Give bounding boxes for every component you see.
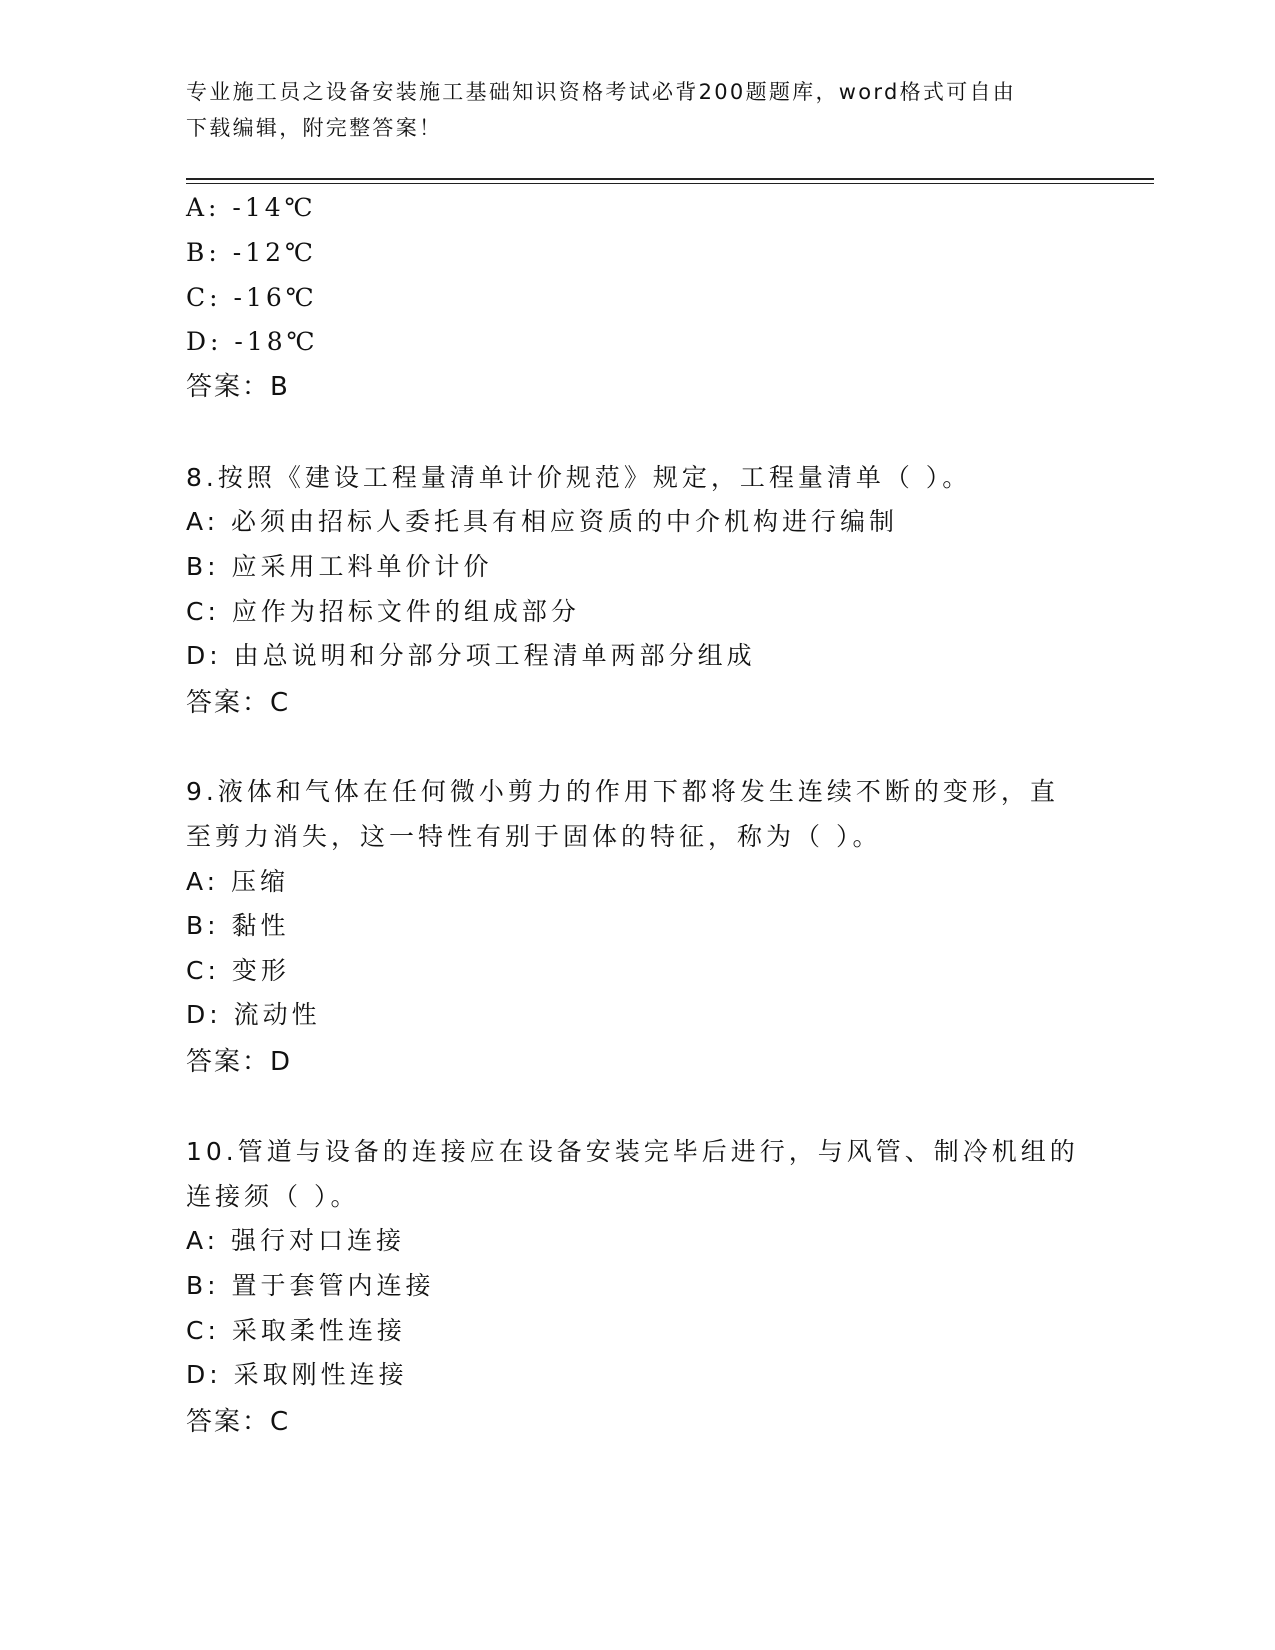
q9-stem-line-1: 9.液体和气体在任何微小剪力的作用下都将发生连续不断的变形，直 [186, 777, 1059, 806]
q9-option-d: D: 流动性 [186, 1000, 321, 1029]
q7-option-c: C: -16℃ [186, 283, 318, 312]
q9-option-c: C: 变形 [186, 956, 290, 985]
q8-option-d: D: 由总说明和分部分项工程清单两部分组成 [186, 641, 756, 670]
q10-option-d: D: 采取刚性连接 [186, 1360, 408, 1389]
q9-option-b: B: 黏性 [186, 911, 290, 940]
q10-answer: 答案：C [186, 1407, 291, 1437]
q7-option-d: D: -18℃ [186, 327, 319, 356]
q9-answer: 答案：D [186, 1047, 293, 1077]
q8-stem: 8.按照《建设工程量清单计价规范》规定，工程量清单（ ）。 [186, 463, 972, 492]
q8-option-c: C: 应作为招标文件的组成部分 [186, 597, 580, 626]
q10-option-c: C: 采取柔性连接 [186, 1316, 406, 1345]
q10-stem-line-1: 10.管道与设备的连接应在设备安装完毕后进行，与风管、制冷机组的 [186, 1137, 1079, 1166]
q10-option-b: B: 置于套管内连接 [186, 1271, 435, 1300]
q7-option-b: B: -12℃ [186, 238, 317, 267]
q9-stem-line-2: 至剪力消失，这一特性有别于固体的特征，称为（ ）。 [186, 822, 882, 851]
q7-option-a: A: -14℃ [186, 193, 317, 222]
header-line-2: 下载编辑，附完整答案！ [186, 116, 443, 140]
q9-option-a: A: 压缩 [186, 867, 290, 896]
q10-option-a: A: 强行对口连接 [186, 1226, 406, 1255]
q8-answer: 答案：C [186, 688, 291, 718]
document-header [186, 74, 1066, 146]
header-divider-thin [186, 183, 1154, 184]
q10-stem-line-2: 连接须（ ）。 [186, 1182, 360, 1211]
q8-option-b: B: 应采用工料单价计价 [186, 552, 493, 581]
q7-answer: 答案：B [186, 372, 290, 402]
q8-option-a: A: 必须由招标人委托具有相应资质的中介机构进行编制 [186, 507, 899, 536]
header-divider-thick [186, 178, 1154, 180]
header-line-1: 专业施工员之设备安装施工基础知识资格考试必背200题题库，word格式可自由 [186, 80, 1017, 104]
